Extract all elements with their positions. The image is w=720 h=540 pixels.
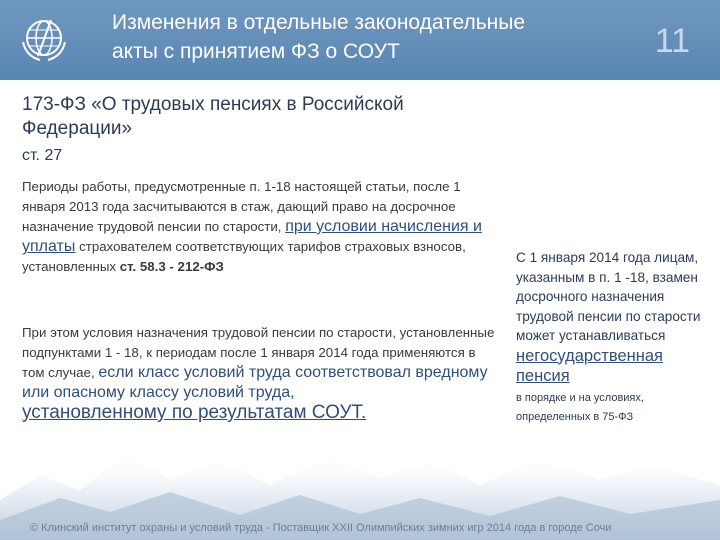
- p1-bold: ст. 58.3 - 212-ФЗ: [119, 259, 224, 274]
- heading-line-2: Федерации»: [22, 118, 133, 139]
- article-label: ст. 27: [22, 147, 63, 164]
- p1-text-a: Периоды работы, предусмотренные п. 1-18 настоящей статьи, после 1 января 2013 года засчитываются в стаж, дающий право на досрочное назначение трудовой пенсии по старости,: [22, 179, 461, 234]
- law-heading: [22, 93, 492, 141]
- p1-emphasis: при условии начисления и уплаты: [22, 218, 482, 255]
- page-title: [112, 8, 612, 66]
- p2-emphasis: если класс условий труда соответствовал вредному или опасному классу условий труда,: [22, 364, 488, 401]
- side-small-text: в порядке и на условиях, определенных в 75-ФЗ: [516, 391, 644, 423]
- footer-credit: © Клинский институт охраны и условий труда - Поставщик XXII Олимпийских зимних игр 2014 года в городе Сочи: [30, 522, 612, 534]
- globe-logo-icon: [18, 12, 70, 64]
- title-line-1: Изменения в отдельные законодательные: [112, 11, 526, 34]
- paragraph-periods: [22, 177, 482, 277]
- header-bar: [0, 0, 720, 80]
- p2-text-a: При этом условия назначения трудовой пенсии по старости, установленные подпунктами 1 - 18, к периодам после 1 января 2014 года применяются в том случае,: [22, 325, 495, 380]
- p1-text-b: страхователем соответствующих тарифов страховых взносов, установленных: [22, 239, 466, 274]
- title-line-2: акты с принятием ФЗ о СОУТ: [112, 40, 400, 63]
- mountain-background: [0, 380, 720, 540]
- side-emphasis: негосударственная пенсия: [516, 346, 663, 385]
- side-text: С 1 января 2014 года лицам, указанным в п. 1 -18, взамен досрочного назначения трудовой пенсии по старости может устанавливаться: [516, 250, 701, 343]
- heading-line-1: 173-ФЗ «О трудовых пенсиях в Российской: [22, 94, 404, 115]
- slide-number: 11: [654, 22, 690, 60]
- p2-soout-result: установленному по результатам СОУТ.: [22, 402, 367, 423]
